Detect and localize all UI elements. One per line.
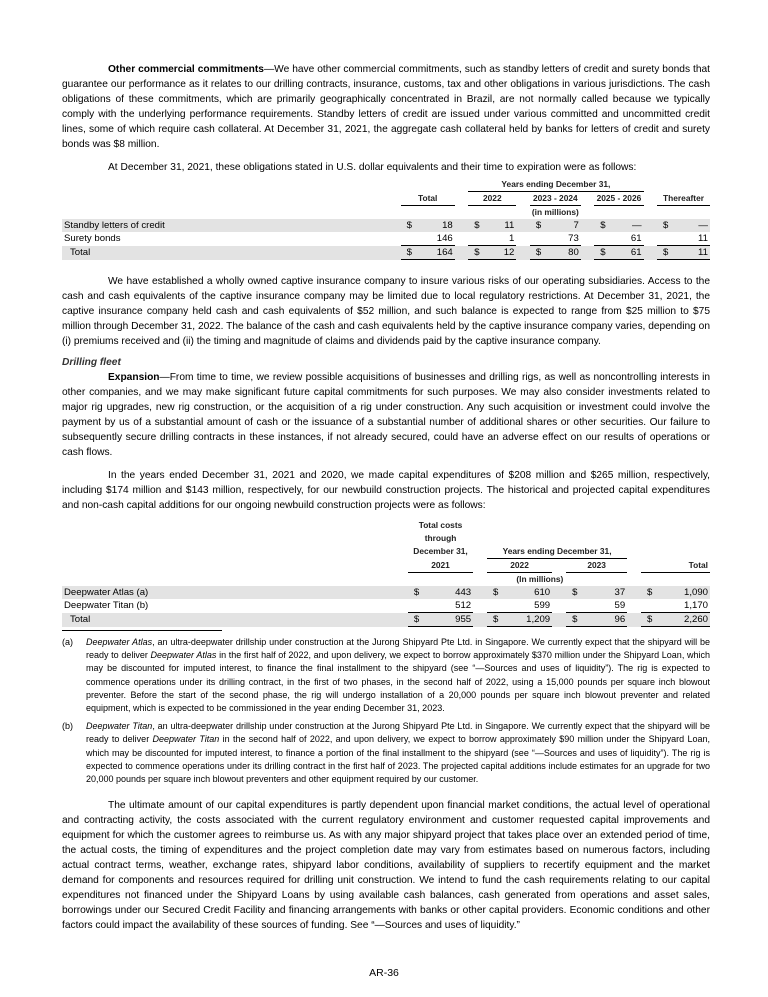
- footnote-b: (b) Deepwater Titan, an ultra-deepwater drillship under construction at the Jurong Shipyard Pte Ltd. in Singapore. We currently expect that the shipyard will be ready to deliver Deepwater Titan in the second half of 2022, and upon delivery, we expect to borrow approximately $90 million under the Shipyard Loan, which may be discounted for imputed interest, to finance a portion of the final installment to the shipyard (see “—Sources and uses of liquidity”). The rig is expected to commence operations under its drilling contract in the first half of 2023. The projected capital additions include estimates for an upgrade for two 20,000 pounds per square inch blowout preventers and other equipment required by our customer.: [62, 721, 710, 785]
- col-header-thereafter: Thereafter: [657, 192, 710, 206]
- footnote-divider: [62, 630, 222, 631]
- footnote-a: (a) Deepwater Atlas, an ultra-deepwater drillship under construction at the Jurong Shipyard Pte Ltd. in Singapore. We currently expect that the shipyard will be ready to deliver Deepwater Atlas in the first half of 2022, and upon delivery, we expect to borrow approximately $370 million under the Shipyard Loan, which may be discounted for imputed interest, to finance the final installment to the shipyard (see “—Sources and uses of liquidity”). The rig is expected to commence operations under its drilling contract, in the first of two phases, in the second half of 2022, using a 15,000 pounds per square inch blowout preventer. Before the start of the second phase, the rig will undergo installation of a 20,000 pounds per square inch blowout preventer and related equipment, which is expected to be commissioned in the year ending December 31, 2023.: [62, 637, 711, 714]
- page-number: AR-36: [369, 967, 399, 979]
- heading-other-commitments: Other commercial commitments: [108, 64, 264, 75]
- paragraph-capex-funding: The ultimate amount of our capital expenditures is partly dependent upon financial market conditions, the actual level of operational and contracting activity, the costs associated with the current regulatory environment and customer requested capital improvements and equipment for which the customer agrees to reimburse us. As with any major shipyard project that takes place over an extended period of time, the actual costs, the timing of expenditures and the project completion date may vary from estimates based on numerous factors, including actual contract terms, weather, exchange rates, shipyard labor conditions, availability of suppliers to recertify equipment and the market demand for components and resources required for drilling unit construction. We intend to fund the cash requirements relating to our capital expenditures not financed under the Shipyard Loans by using available cash balances, cash generated from operations and asset sales, borrowings under our Secured Credit Facility and financing arrangements with banks or other capital providers. Economic conditions and other factors could impact the availability of these sources of funding. See “—Sources and uses of liquidity.”: [62, 800, 710, 932]
- table-row: Deepwater Titan (b) 512 599 59 1,170: [64, 600, 708, 612]
- years-header: Years ending December 31,: [487, 545, 627, 559]
- paragraph-capex: In the years ended December 31, 2021 and 2020, we made capital expenditures of $208 million and $265 million, respectively, including $174 million and $143 million, respectively, for our newbuild construction projects. The historical and projected capital expenditures and non-cash capital additions for our ongoing newbuild construction projects were as follows:: [62, 470, 710, 511]
- col-header-2022: 2022: [487, 559, 552, 573]
- col-header-total: Total: [401, 192, 455, 206]
- col-header-2022: 2022: [468, 192, 516, 206]
- col-header-total: Total: [641, 559, 710, 573]
- document-page: [62, 62, 710, 933]
- heading-expansion: Expansion: [108, 372, 160, 383]
- col-header-2023-2024: 2023 - 2024: [530, 192, 581, 206]
- col-header-2025-2026: 2025 - 2026: [594, 192, 643, 206]
- paragraph-expansion: Expansion—From time to time, we review possible acquisitions of businesses and drilling rigs, as well as noncontrolling interests in other companies, and we may make significant future capital commitments for such purposes. We may also consider investments related to major rig upgrades, new rig construction, or the acquisition of a rig under construction. Any such acquisition or investment could involve the payment by us of a substantial amount of cash or the issuance of a substantial number of additional shares or other securities. Our failure to subsequently secure drilling contracts in these instances, if not already secured, could have an adverse effect on our results of operations or cash flows.: [62, 372, 710, 458]
- years-header: Years ending December 31,: [468, 178, 643, 192]
- units-label: (in millions): [531, 207, 579, 217]
- section-heading-drilling-fleet: Drilling fleet: [62, 357, 121, 368]
- paragraph-other-commitments: Other commercial commitments—We have other commercial commitments, such as standby letters of credit and surety bonds that guarantee our performance as it relates to our drilling contracts, insurance, customs, tax and other obligations in various jurisdictions. The cash obligations of these commitments, which are primarily geographically concentrated in Brazil, are not normally called because we typically comply with the underlying performance requirements. Standby letters of credit are issued under various committed and uncommitted credit lines, some of which require cash collateral. At December 31, 2021, the aggregate cash collateral held by banks for letters of credit and surety bonds was $8 million.: [62, 64, 710, 150]
- table-total-row: Total $ 164 $ 12 $ 80 $ 61 $ 11: [62, 246, 710, 260]
- units-label: (In millions): [516, 574, 564, 584]
- paragraph-captive-insurance: We have established a wholly owned captive insurance company to insure various risks of our operating subsidiaries. Access to the cash and cash equivalents of the captive insurance company may be limited due to local regulatory restrictions. At December 31, 2021, the captive insurance company held cash and cash equivalents of $52 million, and such balance is expected to range from $25 million to $75 million through December 31, 2022. The balance of the cash and cash equivalents held by the captive insurance company varies, depending on (i) premiums received and (ii) the timing and magnitude of claims and dividends paid by the captive insurance company.: [62, 276, 710, 347]
- col-header-2023: 2023: [566, 559, 627, 573]
- table-total-row: Total $ 955 $ 1,209 $ 96 $ 2,260: [62, 613, 710, 627]
- table-row: Deepwater Atlas (a) $ 443 $ 610 $ 37 $ 1,090: [64, 587, 708, 598]
- col-header-costs-2021: 2021: [408, 559, 473, 573]
- table-row: Surety bonds 146 1 73 61 11: [64, 233, 708, 245]
- construction-projects-table: Total costs through December 31, Years ending December 31, 2021 2022 2023 Total (In millions) Deepwater Atlas (a) $ 443 $ 610 $ 37 $ 1,090 Deepwater Titan (b) 512 599 59 1,170 Total $ 955 $ 1,209 $ 96 $ 2,260: [64, 520, 708, 625]
- paragraph-obligations-intro: At December 31, 2021, these obligations stated in U.S. dollar equivalents and their time to expiration were as follows:: [108, 162, 637, 173]
- commitments-table: [62, 178, 710, 260]
- table-row: Standby letters of credit $ 18 $ 11 $ 7 $ — $ —: [64, 220, 708, 231]
